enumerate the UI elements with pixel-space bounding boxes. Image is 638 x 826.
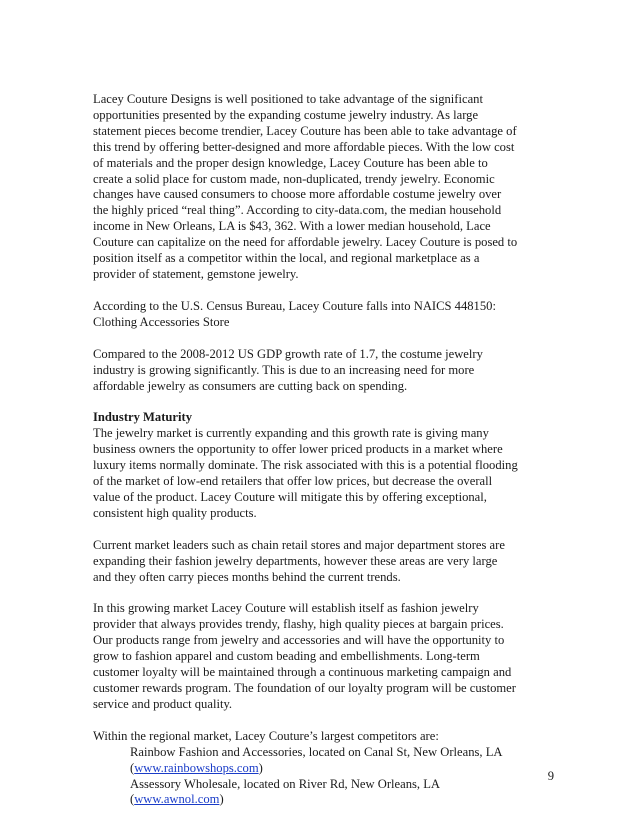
paragraph-growth-strategy: In this growing market Lacey Couture will establish itself as fashion jewelry provider that always provides trendy, flashy, high quality pieces at bargain prices. Our products range from jewelry and accessories and will have the opportunity to grow to fashion apparel and custom beading and embellishments. Long-term customer loyalty will be maintained through a continuous marketing campaign and customer rewards program. The foundation of our loyalty program will be customer service and product quality. — [93, 601, 516, 711]
competitor-link[interactable]: www.awnol.com — [134, 792, 220, 807]
competitor-name: Assessory Wholesale, located on River Rd, New Orleans, LA — [130, 776, 440, 791]
paragraph-market-expansion: The jewelry market is currently expanding and this growth rate is giving many business owners the opportunity to offer lower priced products in a market where luxury items normally dominate. The risk associated with this is a potential flooding of the market of low-end retailers that offer low prices, but decrease the overall value of the product. Lacey Couture will mitigate this by offering exceptional, consistent high quality products. — [93, 426, 518, 520]
paragraph-naics: According to the U.S. Census Bureau, Lacey Couture falls into NAICS 448150: Clothing Accessories Store — [93, 298, 496, 329]
competitor-name: Rainbow Fashion and Accessories, located on Canal St, New Orleans, LA — [130, 744, 503, 759]
section-heading-industry-maturity: Industry Maturity — [93, 410, 193, 425]
paragraph-competitors-intro: Within the regional market, Lacey Couture’s largest competitors are: — [93, 728, 439, 743]
competitor-list — [93, 745, 554, 809]
competitor-link[interactable]: www.rainbowshops.com — [134, 760, 259, 775]
competitor-link-line: (www.awnol.com) — [130, 792, 224, 807]
paragraph-intro: Lacey Couture Designs is well positioned to take advantage of the significant opportunities presented by the expanding costume jewelry industry. As large statement pieces become trendier, Lacey Couture has been able to take advantage of this trend by offering better-designed and more affordable pieces. With the low cost of materials and the proper design knowledge, Lacey Couture has been able to create a solid place for custom made, non-duplicated, trendy jewelry. Economic changes have caused consumers to choose more affordable costume jewelry over the highly priced “real thing”. According to city-data.com, the median household income in New Orleans, LA is $43, 362. With a lower median household, Lace Couture can capitalize on the need for affordable jewelry. Lacey Couture is posed to position itself as a competitor within the local, and regional marketplace as a provider of statement, gemstone jewelry. — [93, 92, 518, 281]
paragraph-gdp-growth: Compared to the 2008-2012 US GDP growth rate of 1.7, the costume jewelry industry is growing significantly. This is due to an increasing need for more affordable jewelry as consumers are cutting back on spending. — [93, 346, 483, 393]
page-number: 9 — [547, 769, 554, 783]
competitor-link-line: (www.rainbowshops.com) — [130, 760, 263, 775]
paragraph-market-leaders: Current market leaders such as chain retail stores and major department stores are expanding their fashion jewelry departments, however these areas are very large and they often carry pieces months behind the current trends. — [93, 537, 505, 584]
